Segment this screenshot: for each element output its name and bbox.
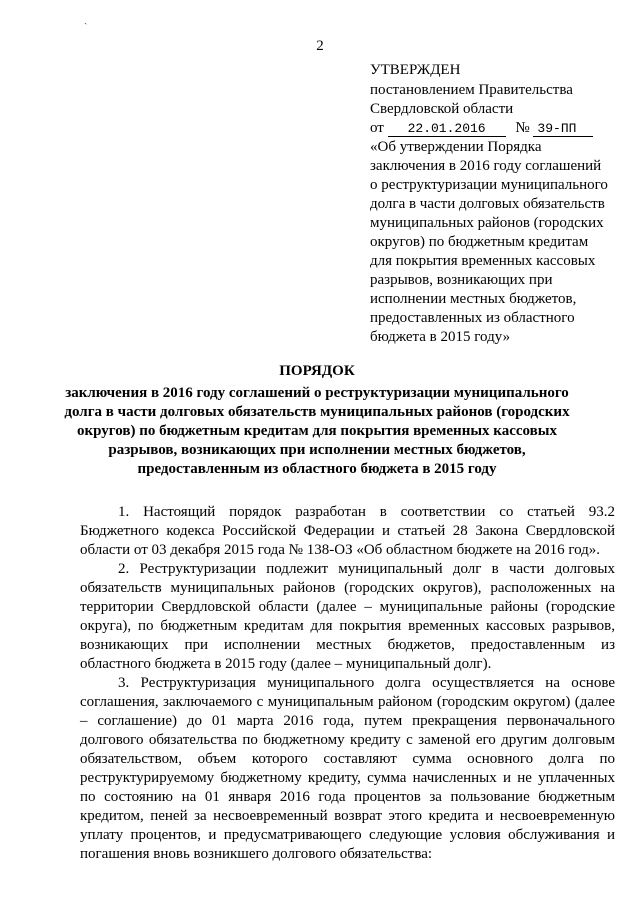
document-title-block xyxy=(62,362,572,479)
approval-line: постановлением Правительства xyxy=(370,82,573,98)
approval-about-line: долга в части долговых обязательств xyxy=(370,196,605,212)
approval-line: Свердловской области xyxy=(370,101,514,117)
approval-number: 39-ПП xyxy=(533,121,593,137)
approval-about-line: исполнении местных бюджетов, xyxy=(370,291,577,307)
approval-about-line: о реструктуризации муниципального xyxy=(370,177,608,193)
paragraph-2: 2. Реструктуризации подлежит муниципальный долг в части долговых обязательств муниципальных районов (городских округов), расположенных на территории Свердловской области (далее – муниципальные районы (городские округа), по бюджетным кредитам для покрытия временных кассовых разрывов, возникающих при исполнении местных бюджетов, предоставленным из областного бюджета в 2015 году (далее – муниципальный долг). xyxy=(80,561,615,672)
approval-about-line: разрывов, возникающих при xyxy=(370,272,553,288)
approval-about-line: «Об утверждении Порядка xyxy=(370,139,542,155)
document-body xyxy=(80,503,615,864)
scan-artifact-mark: ˎ xyxy=(84,14,88,25)
approval-heading: УТВЕРЖДЕН xyxy=(370,62,461,78)
approval-date: 22.01.2016 xyxy=(388,121,506,137)
page-number: 2 xyxy=(316,38,324,54)
document-title: ПОРЯДОК xyxy=(279,363,355,379)
approval-about-line: муниципальных районов (городских xyxy=(370,215,604,231)
approval-about-line: заключения в 2016 году соглашений xyxy=(370,158,602,174)
approval-about-line: для покрытия временных кассовых xyxy=(370,253,596,269)
approval-date-line xyxy=(370,119,620,138)
approval-number-label: № xyxy=(515,120,530,136)
approval-about-line: предоставленных из областного xyxy=(370,310,575,326)
approval-date-prefix: от xyxy=(370,120,384,136)
approval-about-line: округов) по бюджетным кредитам xyxy=(370,234,589,250)
paragraph-1: 1. Настоящий порядок разработан в соответствии со статьей 93.2 Бюджетного кодекса Российской Федерации и статьей 28 Закона Свердловской области от 03 декабря 2015 года № 138-ОЗ «Об областном бюджете на 2016 год». xyxy=(80,504,615,558)
approval-about-line: бюджета в 2015 году» xyxy=(370,329,511,345)
approval-stamp-block xyxy=(370,61,620,347)
paragraph-3: 3. Реструктуризация муниципального долга осуществляется на основе соглашения, заключаемого с муниципальным районом (городским округом) (далее – соглашение) до 01 марта 2016 года, путем прекращения первоначального долгового обязательства по бюджетному кредиту с заменой его другим долговым обязательством, объем которого составляют сумма основного долга по реструктурируемому бюджетному кредиту, сумма начисленных и не уплаченных по состоянию на 01 января 2016 года процентов за пользование бюджетным кредитом, пеней за несвоевременный возврат этого кредита и несвоевременную уплату процентов, и предусматривающего следующие условия обслуживания и погашения вновь возникшего долгового обязательства: xyxy=(80,675,615,862)
document-subtitle: заключения в 2016 году соглашений о реструктуризации муниципального долга в части долговых обязательств муниципальных районов (городских округов) по бюджетным кредитам для покрытия временных кассовых разрывов, возникающих при исполнении местных бюджетов, предоставленным из областного бюджета в 2015 году xyxy=(64,385,570,477)
